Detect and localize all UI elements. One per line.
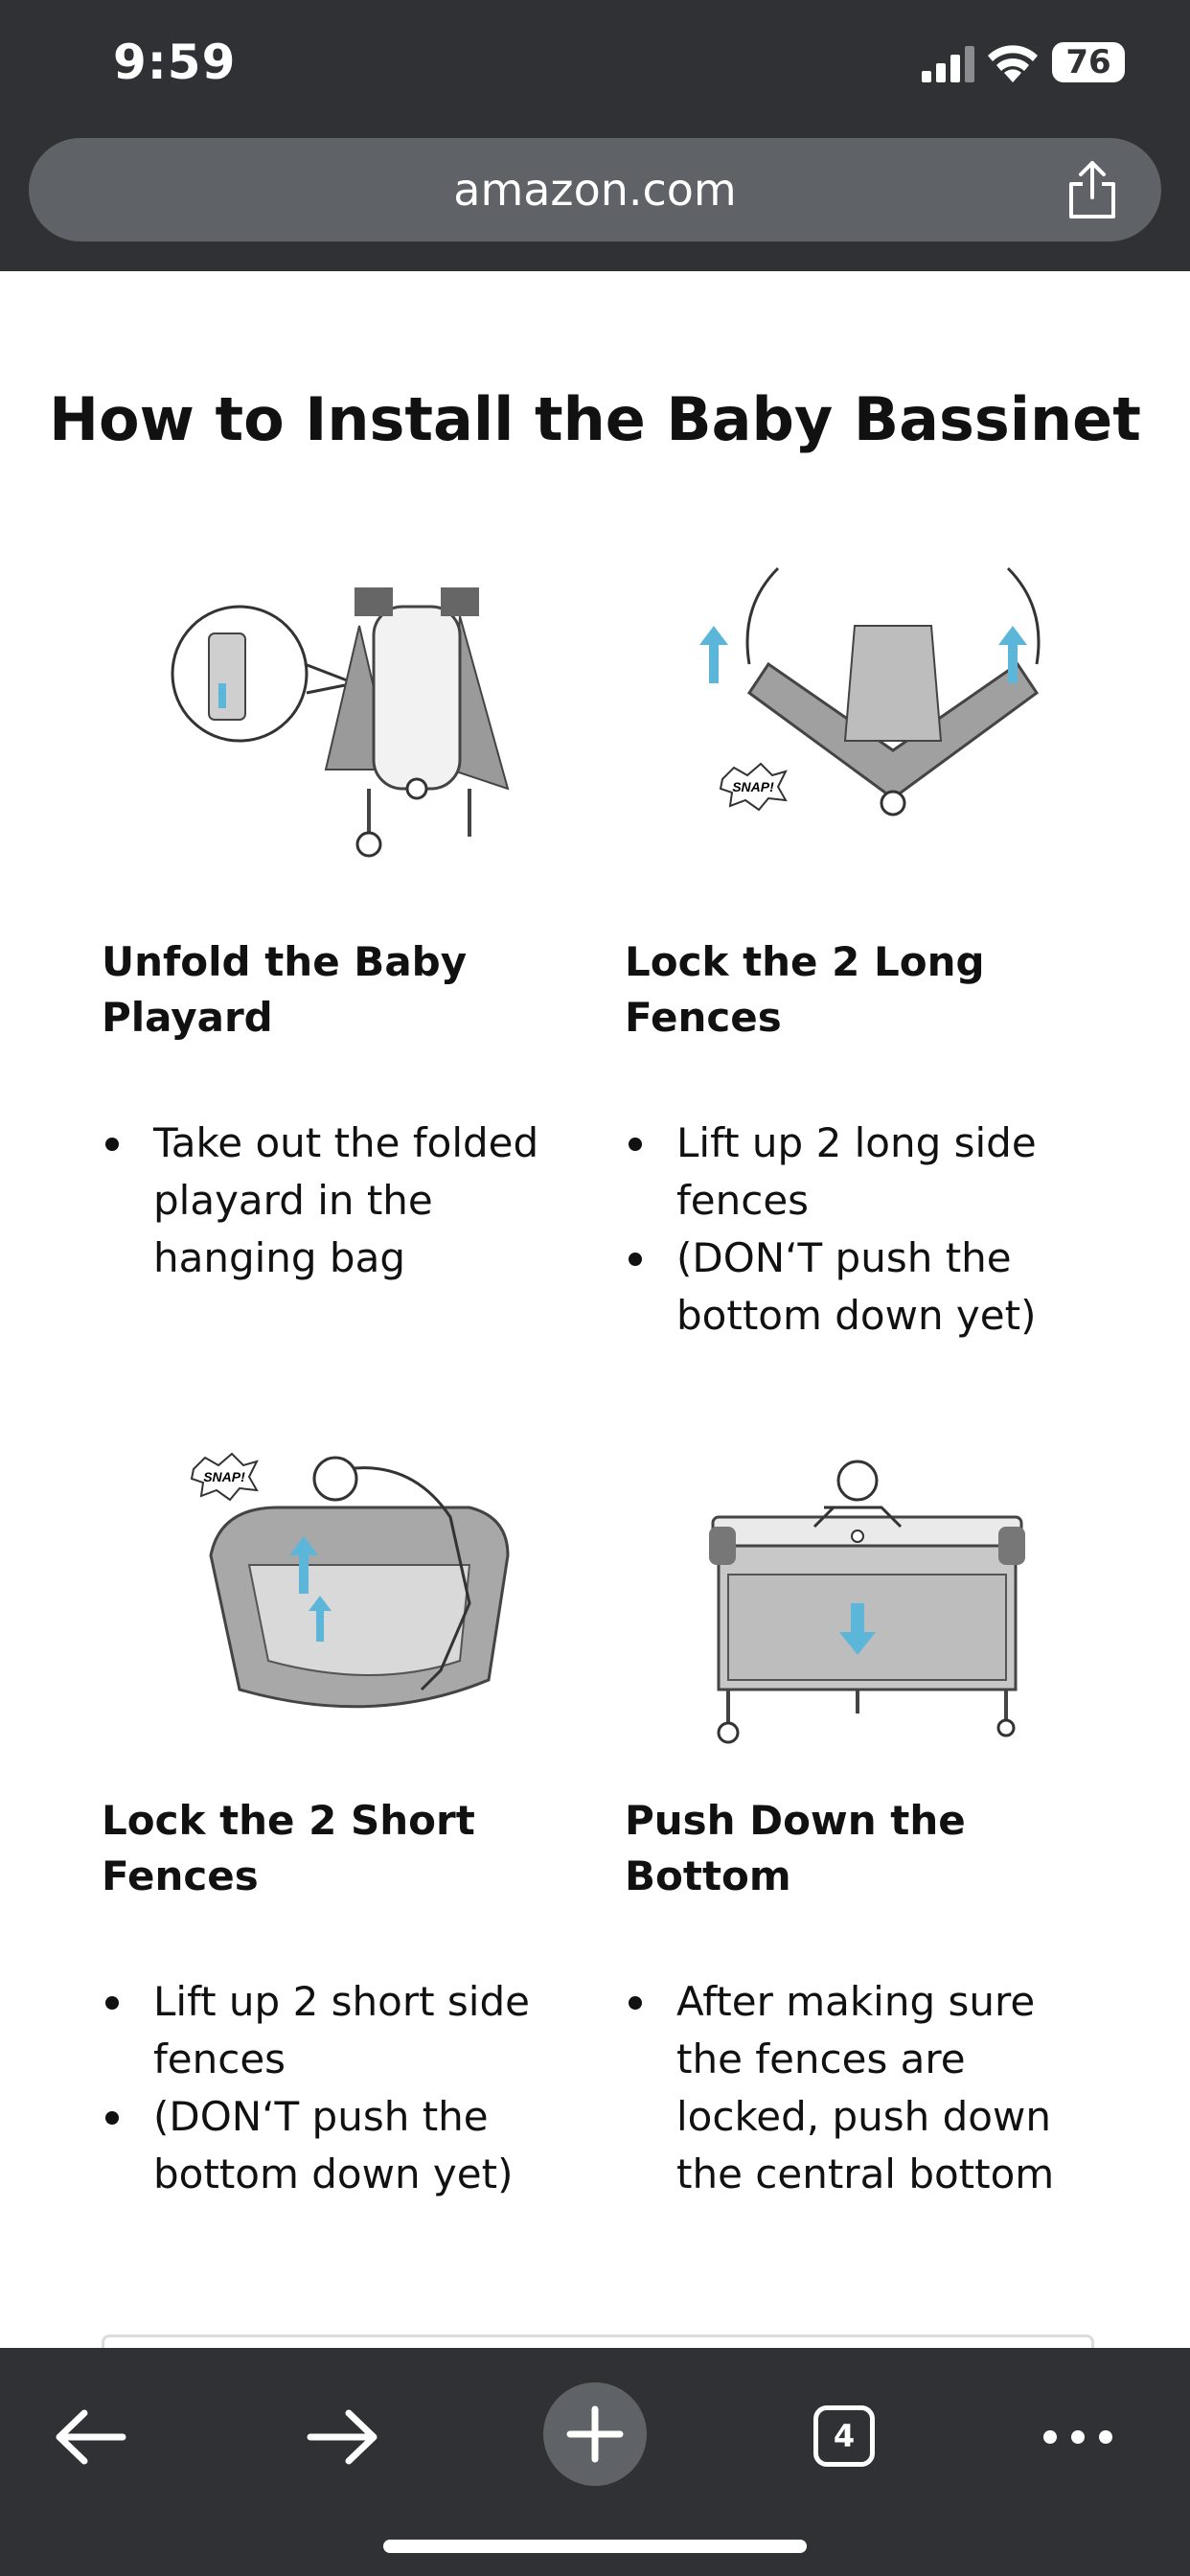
- address-bar[interactable]: [29, 138, 1161, 242]
- forward-arrow-icon[interactable]: [299, 2394, 385, 2480]
- snap-label-1: SNAP!: [732, 779, 774, 794]
- top-browser-chrome: [0, 0, 1190, 271]
- step-2-heading: Lock the 2 Long Fences: [625, 938, 985, 1041]
- page-title: How to Install the Baby Bassinet: [49, 384, 1141, 454]
- new-tab-button[interactable]: [543, 2382, 647, 2486]
- step-2-bullet-2: (DON‘T push the bottom down yet): [625, 1230, 1085, 1345]
- step-3-heading: Lock the 2 Short Fences: [102, 1797, 475, 1899]
- step-1-heading: Unfold the Baby Playard: [102, 938, 468, 1041]
- step-2-list: [625, 1115, 1085, 1345]
- snap-label-2: SNAP!: [203, 1469, 245, 1484]
- step-4-bullet-1: After making sure the fences are locked, push down the central bottom: [625, 1973, 1085, 2203]
- step-4-list: [625, 1973, 1085, 2203]
- battery-indicator: [1052, 42, 1125, 82]
- status-time: 9:59: [113, 34, 237, 90]
- lock-short-fences-illustration: [182, 1450, 584, 1776]
- step-1-list: [102, 1115, 552, 1287]
- step-3-bullet-1: Lift up 2 short side fences: [102, 1973, 561, 2088]
- url-text: amazon.com: [453, 164, 737, 216]
- step-1-bullet-1: Take out the folded playard in the hanging bag: [102, 1115, 552, 1287]
- step-3-bullet-2: (DON‘T push the bottom down yet): [102, 2088, 561, 2203]
- page-content: [0, 271, 1190, 2348]
- step-2-bullet-1: Lift up 2 long side fences: [625, 1115, 1085, 1230]
- push-down-bottom-illustration: [690, 1450, 1092, 1776]
- wifi-icon: [985, 42, 1041, 84]
- cellular-signal-icon: [922, 46, 977, 82]
- back-arrow-icon[interactable]: [48, 2394, 134, 2480]
- unfold-playard-illustration: [163, 549, 565, 875]
- tabs-button[interactable]: 4: [813, 2405, 875, 2467]
- more-options-icon[interactable]: [1035, 2394, 1121, 2480]
- home-indicator[interactable]: [383, 2540, 807, 2553]
- step-3-list: [102, 1973, 561, 2203]
- share-icon[interactable]: [1064, 159, 1121, 220]
- plus-icon: [543, 2382, 647, 2486]
- bottom-toolbar: [0, 2348, 1190, 2576]
- battery-level: 76: [1065, 43, 1111, 81]
- step-4-heading: Push Down the Bottom: [625, 1797, 966, 1899]
- lock-long-fences-illustration: [692, 549, 1094, 875]
